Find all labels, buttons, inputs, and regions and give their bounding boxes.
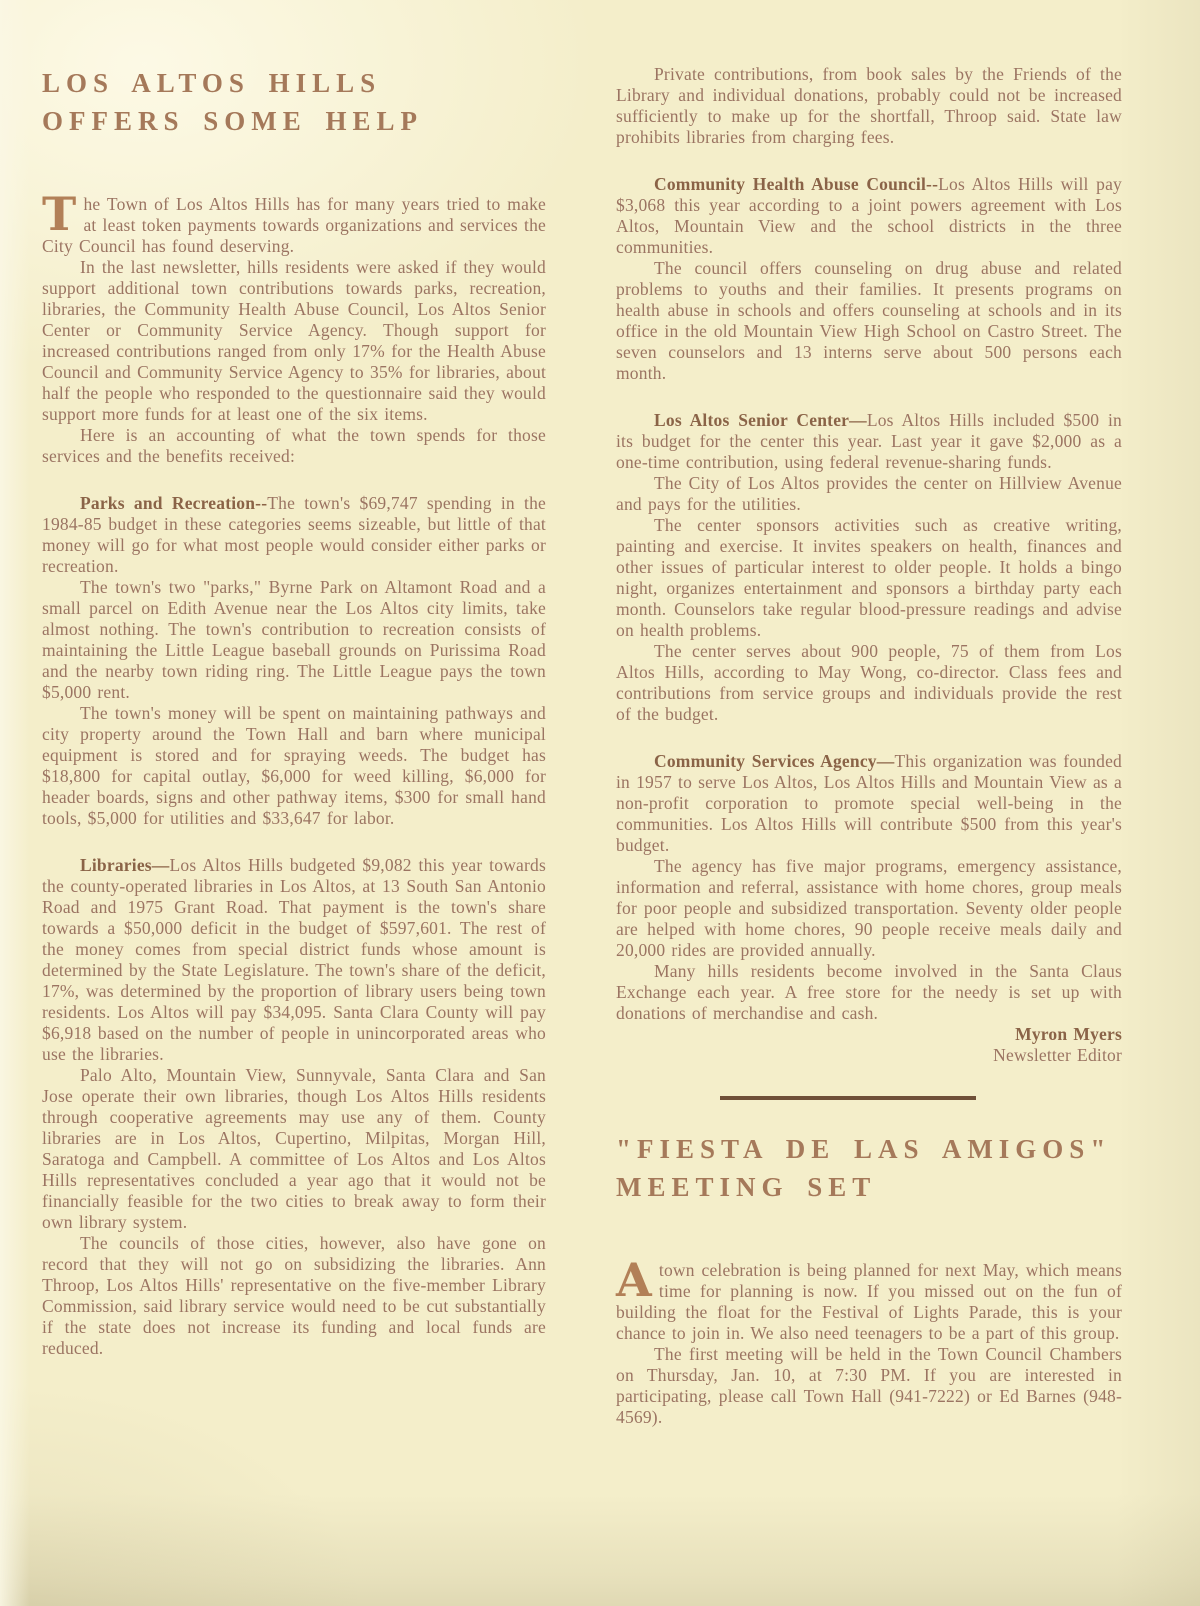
right-column bbox=[616, 0, 1122, 1428]
section-lead: Community Services Agency— bbox=[654, 751, 895, 771]
paragraph: The center sponsors activities such as creative writing, painting and exercise. It invites speakers on health, finances and other issues of particular interest to older people. It holds a bingo night, organizes entertainment and sponsors a birthday party each month. Counselors take regular blood-pressure readings and advise on health problems. bbox=[616, 515, 1122, 640]
paragraph: In the last newsletter, hills residents were asked if they would support additional town contributions towards parks, recreation, libraries, the Community Health Abuse Council, Los Altos Senior Center or Community Service Agency. Though support for increased contributions ranged from only 17% for the Health Abuse Council and Community Service Agency to 35% for libraries, about half the people who responded to the questionnaire said they would support more funds for at least one of the six items. bbox=[42, 257, 546, 424]
paragraph: The agency has five major programs, emergency assistance, information and referral, assistance with home chores, group meals for poor people and subsidized transportation. Seventy older people are helped with home chores, 90 people receive meals daily and 20,000 rides are provided annually. bbox=[616, 856, 1122, 960]
paragraph-text: town celebration is being planned for next May, which means time for planning is now. If you missed out on the fun of building the float for the Festival of Lights Parade, this is your chance to join in. We also need teenagers to be a part of this group. bbox=[616, 1260, 1122, 1343]
paragraph: The City of Los Altos provides the center on Hillview Avenue and pays for the utilities. bbox=[616, 473, 1122, 514]
drop-cap: T bbox=[42, 187, 77, 241]
paragraph bbox=[616, 174, 1122, 258]
paragraph: The councils of those cities, however, also have gone on record that they will not go on subsidizing the libraries. Ann Throop, Los Altos Hills' representative on the five-member Library Commission, said library service would need to be cut substantially if the state does not increase its funding and local funds are reduced. bbox=[42, 1233, 546, 1358]
section-lead: Los Altos Senior Center— bbox=[654, 410, 867, 430]
title-line: "FIESTA DE LAS AMIGOS" bbox=[616, 1134, 1112, 1164]
left-column bbox=[42, 0, 546, 1359]
section-lead: Parks and Recreation-- bbox=[80, 493, 268, 513]
paragraph: The center serves about 900 people, 75 of them from Los Altos Hills, according to May Wong, co-director. Class fees and contributions from service groups and individuals provide the rest of the budget. bbox=[616, 641, 1122, 724]
paragraph bbox=[616, 751, 1122, 856]
paragraph: The town's two "parks," Byrne Park on Altamont Road and a small parcel on Edith Avenue near the Los Altos city limits, take almost nothing. The town's contribution to recreation consists of maintaining the Little League baseball grounds on Purissima Road and the nearby town riding ring. The Little League pays the town $5,000 rent. bbox=[42, 577, 546, 702]
paragraph: The town's money will be spent on maintaining pathways and city property around the Town Hall and barn where municipal equipment is stored and for spraying weeds. The budget has $18,800 for capital outlay, $6,000 for weed killing, $6,000 for header boards, signs and other pathway items, $300 for small hand tools, $5,000 for utilities and $33,647 for labor. bbox=[42, 703, 546, 828]
paragraph-text: Los Altos Hills budgeted $9,082 this year towards the county-operated libraries in Los Altos, at 13 South San Antonio Road and 1975 Grant Road. That payment is the town's share towards a $50,000 deficit in the budget of $597,601. The rest of the money comes from special district funds whose amount is determined by the State Legislature. The town's share of the deficit, 17%, was determined by the proportion of library users being town residents. Los Altos will pay $34,095. Santa Clara County will pay $6,918 based on the number of people in unincorporated areas who use the libraries. bbox=[42, 855, 546, 1064]
paragraph-text: This organization was founded in 1957 to serve Los Altos, Los Altos Hills and Mountain View as a non-profit corporation to promote special well-being in the communities. Los Altos Hills will contribute $500 from this year's budget. bbox=[616, 751, 1122, 855]
paragraph bbox=[616, 1253, 1122, 1344]
signature-role: Newsletter Editor bbox=[993, 1045, 1122, 1065]
paragraph bbox=[42, 187, 546, 257]
paragraph: Many hills residents become involved in the Santa Claus Exchange each year. A free store for the needy is set up with donations of merchandise and cash. bbox=[616, 961, 1122, 1023]
section-lead: Community Health Abuse Council-- bbox=[654, 174, 939, 194]
paragraph bbox=[616, 410, 1122, 473]
paragraph: Here is an accounting of what the town spends for those services and the benefits received: bbox=[42, 425, 546, 466]
paragraph bbox=[42, 493, 546, 577]
paragraph-text: he Town of Los Altos Hills has for many years tried to make at least token payments towards organizations and services the City Council has found deserving. bbox=[42, 194, 546, 256]
article2-title bbox=[616, 1130, 1122, 1206]
paragraph-text: Los Altos Hills will pay $3,068 this year according to a joint powers agreement with Los Altos, Mountain View and the school districts in the three communities. bbox=[616, 174, 1122, 257]
article1-title bbox=[42, 64, 546, 140]
section-lead: Libraries— bbox=[80, 855, 170, 875]
paragraph-text: Los Altos Hills included $500 in its budget for the center this year. Last year it gave $2,000 as a one-time contribution, using federal revenue-sharing funds. bbox=[616, 410, 1122, 472]
section-divider bbox=[720, 1096, 976, 1100]
paragraph: Palo Alto, Mountain View, Sunnyvale, Santa Clara and San Jose operate their own libraries, though Los Altos Hills residents through cooperative agreements may use any of them. County libraries are in Los Altos, Cupertino, Milpitas, Morgan Hill, Saratoga and Campbell. A committee of Los Altos and Los Altos Hills representatives concluded a year ago that it would not be financially feasible for the two cities to break away to form their own library system. bbox=[42, 1065, 546, 1232]
paragraph-text: The town's $69,747 spending in the 1984-85 budget in these categories seems sizeable, but little of that money will go for what most people would consider either parks or recreation. bbox=[42, 493, 546, 576]
paragraph: The first meeting will be held in the Town Council Chambers on Thursday, Jan. 10, at 7:30 PM. If you are interested in participating, please call Town Hall (941-7222) or Ed Barnes (948-4569). bbox=[616, 1344, 1122, 1427]
title-line: MEETING SET bbox=[616, 1172, 877, 1202]
title-line: LOS ALTOS HILLS bbox=[42, 68, 382, 98]
drop-cap: A bbox=[616, 1253, 652, 1307]
paragraph: The council offers counseling on drug abuse and related problems to youths and their families. It presents programs on health abuse in schools and offers counseling at schools and in its office in the old Mountain View High School on Castro Street. The seven counselors and 13 interns serve about 500 persons each month. bbox=[616, 258, 1122, 383]
signature-name: Myron Myers bbox=[1015, 1024, 1122, 1044]
paragraph bbox=[42, 855, 546, 1065]
paragraph: Private contributions, from book sales by the Friends of the Library and individual donations, probably could not be increased sufficiently to make up for the shortfall, Throop said. State law prohibits libraries from charging fees. bbox=[616, 64, 1122, 147]
signature bbox=[616, 1024, 1122, 1066]
title-line: OFFERS SOME HELP bbox=[42, 106, 424, 136]
